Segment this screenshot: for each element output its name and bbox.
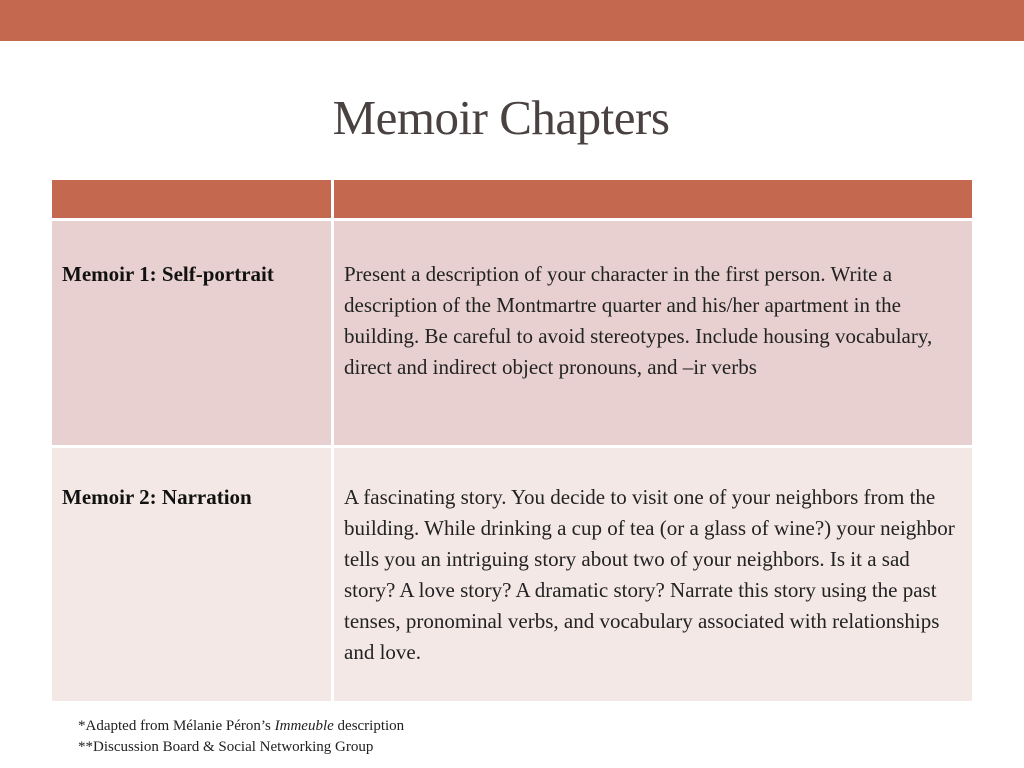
- memoir-table: [52, 180, 972, 701]
- footnote-1: [78, 716, 404, 737]
- top-accent-bar: [0, 0, 1024, 41]
- table-row-2-description-cell: [334, 448, 972, 701]
- table-header-cell-right: [334, 180, 972, 218]
- footnote-1-italic: Immeuble: [274, 718, 334, 734]
- memoir-2-description: A fascinating story. You decide to visit one of your neighbors from the building. While drinking a cup of tea (or a glass of wine?) your neighbor tells you an intriguing story about two of your neighbors. Is it a sad story? A love story? A dramatic story? Narrate this story using the past tenses, pronominal verbs, and vocabulary associated with relationships and love.: [344, 485, 955, 664]
- memoir-1-description: Present a description of your character in the first person. Write a description of the Montmartre quarter and his/her apartment in the building. Be careful to avoid stereotypes. Include housing vocabulary, direct and indirect object pronouns, and –ir verbs: [344, 262, 933, 379]
- memoir-1-label: Memoir 1: Self-portrait: [62, 262, 274, 286]
- footnote-1-suffix: description: [333, 718, 405, 734]
- slide-title-text: Memoir Chapters: [332, 90, 670, 145]
- table-row-1-description-cell: [334, 221, 972, 445]
- table-row-1-label-cell: [52, 221, 331, 445]
- footnote-1-prefix: *Adapted from Mélanie Péron’s: [78, 718, 275, 734]
- memoir-2-label: Memoir 2: Narration: [62, 485, 252, 509]
- table-header-cell-left: [52, 180, 331, 218]
- footnotes: [78, 716, 404, 758]
- table-row-2-label-cell: [52, 448, 331, 701]
- footnote-2: **Discussion Board & Social Networking Group: [78, 739, 374, 755]
- slide-title: [0, 86, 1024, 150]
